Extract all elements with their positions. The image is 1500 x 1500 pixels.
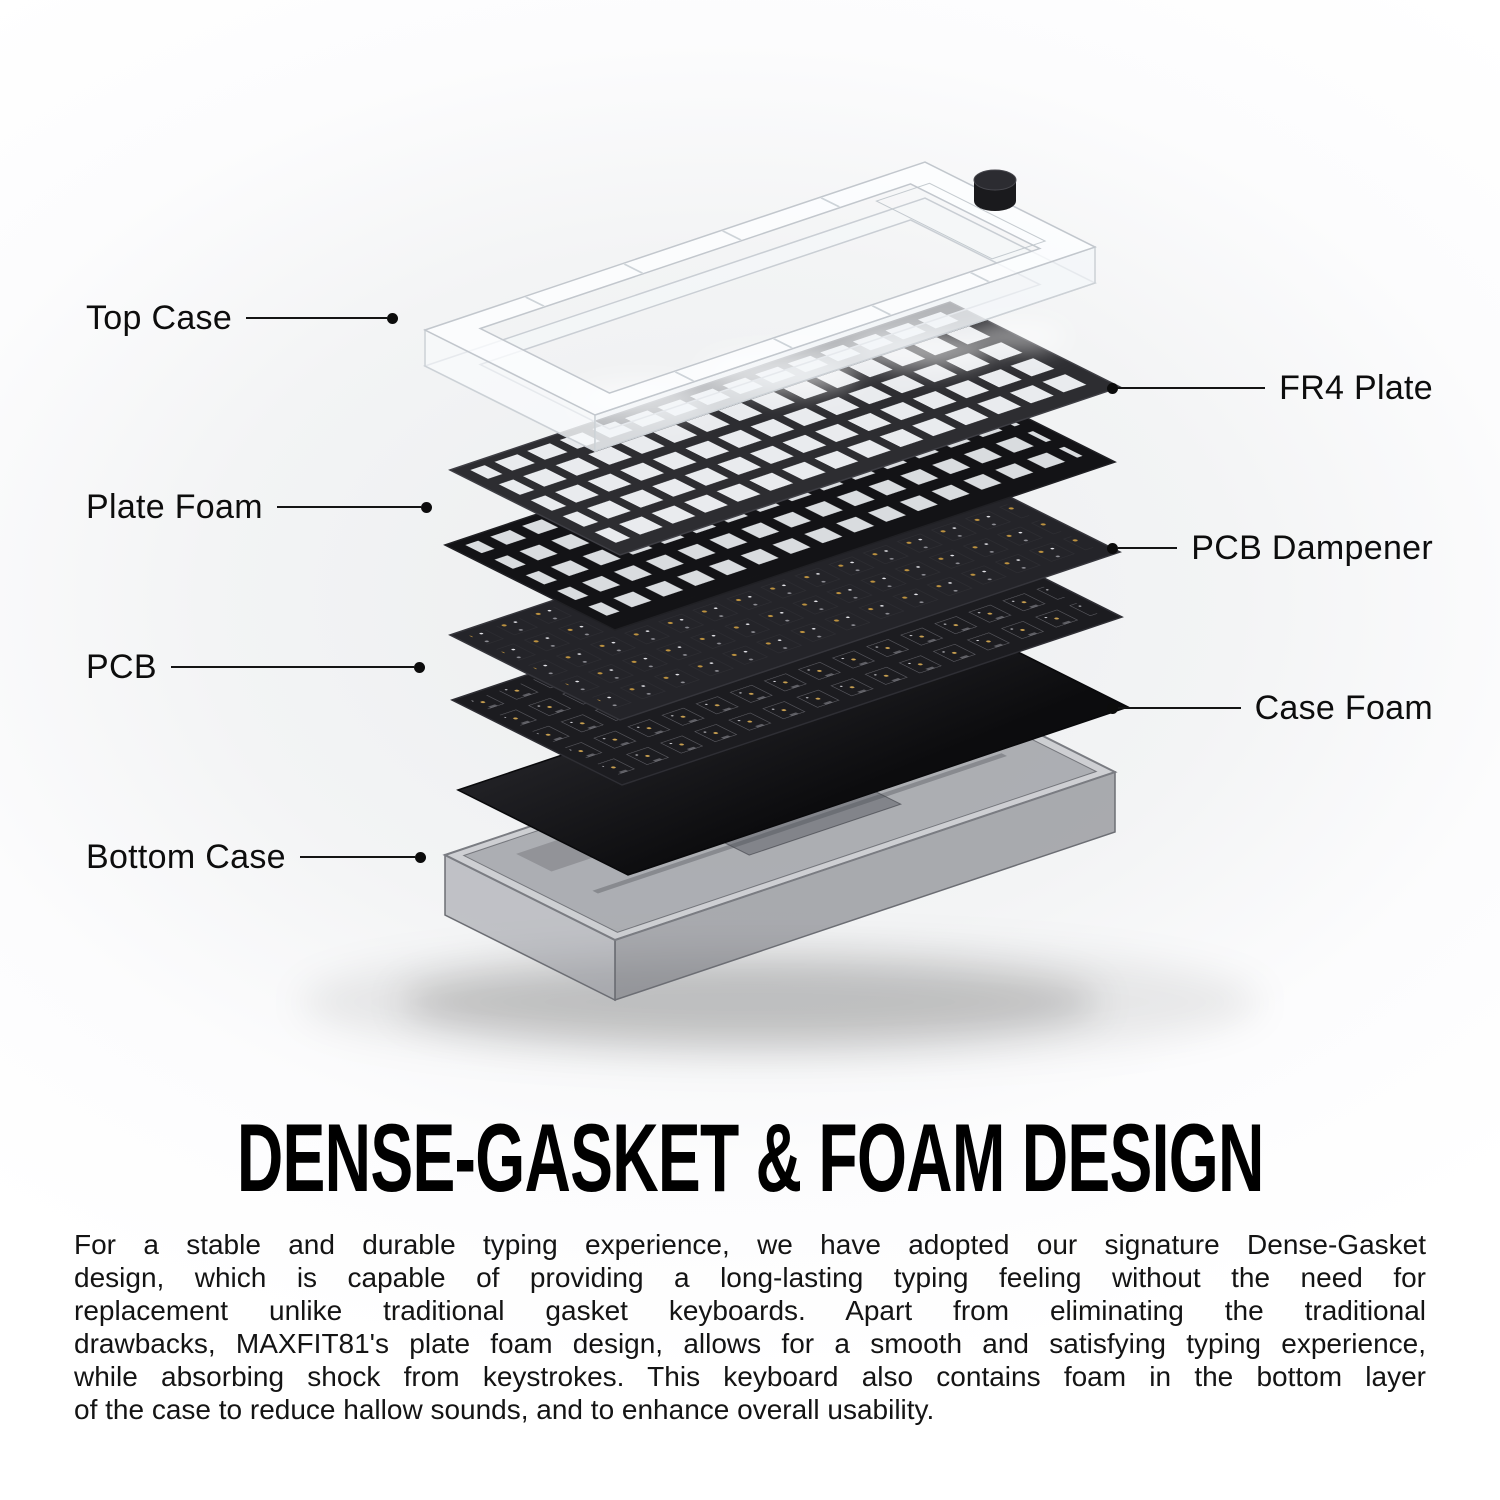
callout-line [171,666,414,668]
callout-dot [421,502,432,513]
callout-top-case [86,297,398,339]
callout-dot [1107,543,1118,554]
callout-dot [1107,383,1118,394]
callout-line [300,856,415,858]
callout-line [1118,387,1265,389]
rotary-knob [974,170,1016,211]
callout-label-fr4-plate: FR4 Plate [1279,368,1433,407]
callout-pcb [86,646,425,688]
callout-dot [414,662,425,673]
callout-line [277,506,421,508]
callout-label-case-foam: Case Foam [1254,688,1433,727]
callout-pcb-dampener [1107,527,1433,569]
floor-shadow [300,944,1260,1060]
section-paragraph [74,1228,1426,1426]
callout-line [1118,707,1241,709]
callout-bottom-case [86,836,426,878]
section-heading-text: DENSE-GASKET & FOAM DESIGN [236,1103,1264,1212]
callout-label-top-case: Top Case [86,298,233,337]
paragraph-line: For a stable and durable typing experience, we have adopted our signature Dense-Gasket [74,1229,1426,1260]
callout-label-pcb-dampener: PCB Dampener [1191,528,1433,567]
callout-plate-foam [86,486,432,528]
callout-fr4-plate [1107,367,1433,409]
callout-label-pcb: PCB [86,647,157,686]
paragraph-line: replacement unlike traditional gasket keyboards. Apart from eliminating the traditional [74,1295,1426,1326]
callout-label-bottom-case: Bottom Case [86,837,286,876]
callout-label-plate-foam: Plate Foam [86,487,263,526]
paragraph-line: drawbacks, MAXFIT81's plate foam design, allows for a smooth and satisfying typing experience, [74,1328,1426,1359]
section-heading [0,1103,1500,1213]
callout-dot [415,852,426,863]
paragraph-line: design, which is capable of providing a long-lasting typing feeling without the need for [74,1262,1426,1293]
callout-line [1118,547,1177,549]
callout-dot [1107,703,1118,714]
paragraph-line: while absorbing shock from keystrokes. This keyboard also contains foam in the bottom layer [74,1361,1426,1392]
callout-dot [387,313,398,324]
paragraph-line: of the case to reduce hallow sounds, and to enhance overall usability. [74,1394,935,1425]
callout-case-foam [1107,687,1433,729]
callout-line [246,317,387,319]
